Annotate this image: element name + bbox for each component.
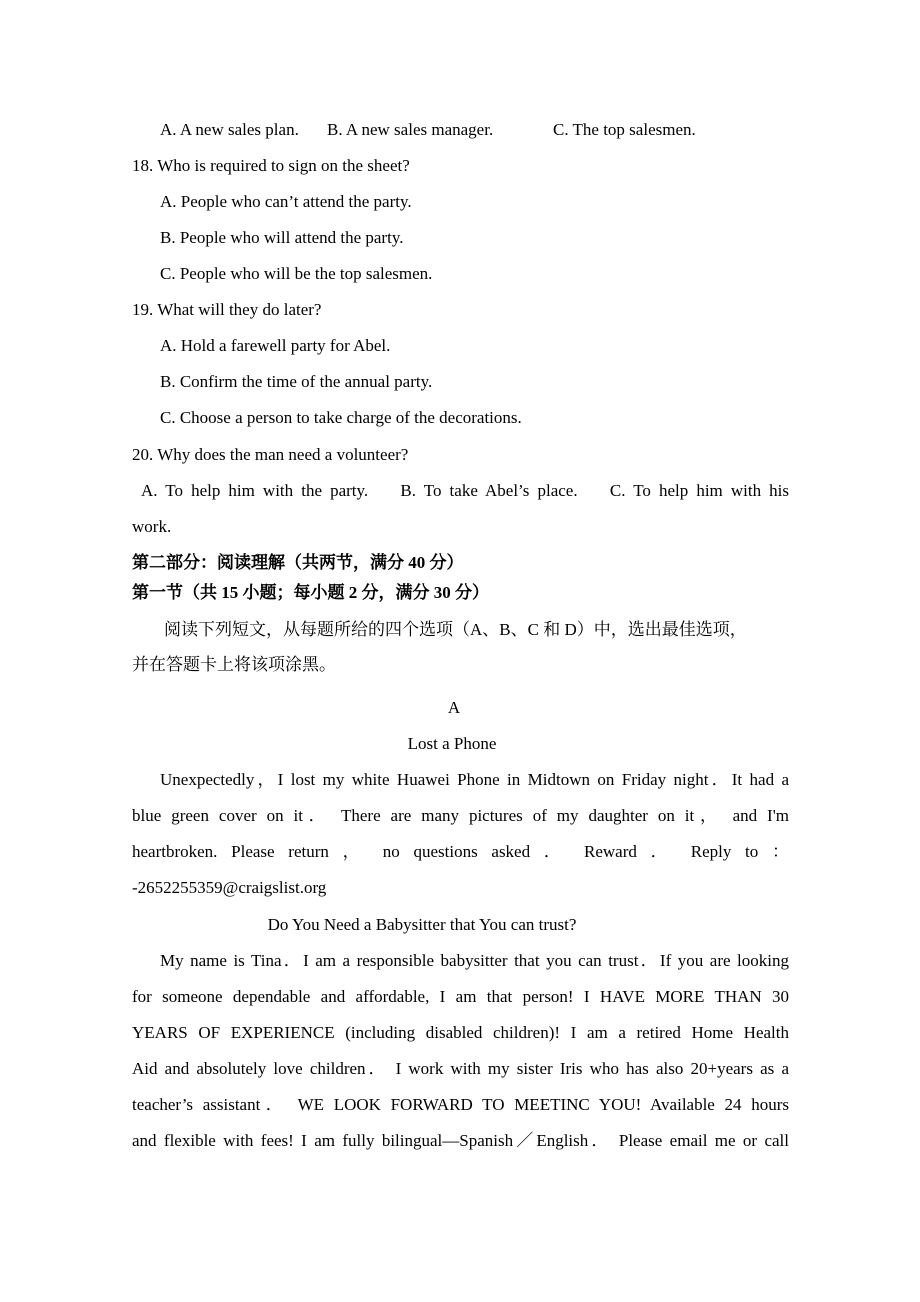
q20-options-cont: work. xyxy=(132,517,172,536)
ad-title-babysitter: Do You Need a Babysitter that You can trust? xyxy=(267,915,577,934)
q19-stem: 19. What will they do later? xyxy=(132,300,322,319)
paragraph-line: for someone dependable and affordable, I am that person! I HAVE MORE THAN 30 xyxy=(132,987,789,1006)
q17-option-c: C. The top salesmen. xyxy=(553,120,696,139)
q20-stem: 20. Why does the man need a volunteer? xyxy=(132,445,409,464)
paragraph-line: blue green cover on it． There are many pictures of my daughter on it， and I'm xyxy=(132,806,789,825)
paragraph-line: and flexible with fees! I am fully bilingual—Spanish／English． Please email me or call xyxy=(132,1131,789,1150)
part2-heading: 第二部分：阅读理解（共两节，满分 40 分） xyxy=(132,553,464,572)
paragraph-line: -2652255359@craigslist.org xyxy=(132,878,327,897)
q18-option-a: A. People who can’t attend the party. xyxy=(160,192,412,211)
paragraph-line: My name is Tina．I am a responsible babysitter that you can trust．If you are looking xyxy=(160,951,789,970)
q19-option-c: C. Choose a person to take charge of the decorations. xyxy=(160,408,522,427)
section1-heading: 第一节（共 15 小题；每小题 2 分，满分 30 分） xyxy=(132,583,489,602)
paragraph-line: Unexpectedly，I lost my white Huawei Phone in Midtown on Friday night．It had a xyxy=(160,770,789,789)
instructions-line1: 阅读下列短文，从每题所给的四个选项（A、B、C 和 D）中，选出最佳选项， xyxy=(164,620,747,639)
q17-option-b: B. A new sales manager. xyxy=(327,120,494,139)
paragraph-line: teacher’s assistant． WE LOOK FORWARD TO MEETINC YOU! Available 24 hours xyxy=(132,1095,789,1114)
ad-title-lost-phone: Lost a Phone xyxy=(407,734,497,753)
q18-option-c: C. People who will be the top salesmen. xyxy=(160,264,433,283)
instructions-line2: 并在答题卡上将该项涂黑。 xyxy=(132,655,336,674)
q17-option-a: A. A new sales plan. xyxy=(160,120,299,139)
q19-option-b: B. Confirm the time of the annual party. xyxy=(160,372,433,391)
paragraph-line: heartbroken. Please return ， no questions asked ． Reward ． Reply to ： xyxy=(132,842,789,861)
paragraph-line: Aid and absolutely love children． I work with my sister Iris who has also 20+years as a xyxy=(132,1059,789,1078)
q19-option-a: A. Hold a farewell party for Abel. xyxy=(160,336,391,355)
paragraph-line: YEARS OF EXPERIENCE (including disabled children)! I am a retired Home Health xyxy=(132,1023,789,1042)
passage-label: A xyxy=(447,698,461,717)
q18-stem: 18. Who is required to sign on the sheet? xyxy=(132,156,410,175)
q20-options: A. To help him with the party. B. To take Abel’s place. C. To help him with his xyxy=(141,481,789,500)
q18-option-b: B. People who will attend the party. xyxy=(160,228,404,247)
